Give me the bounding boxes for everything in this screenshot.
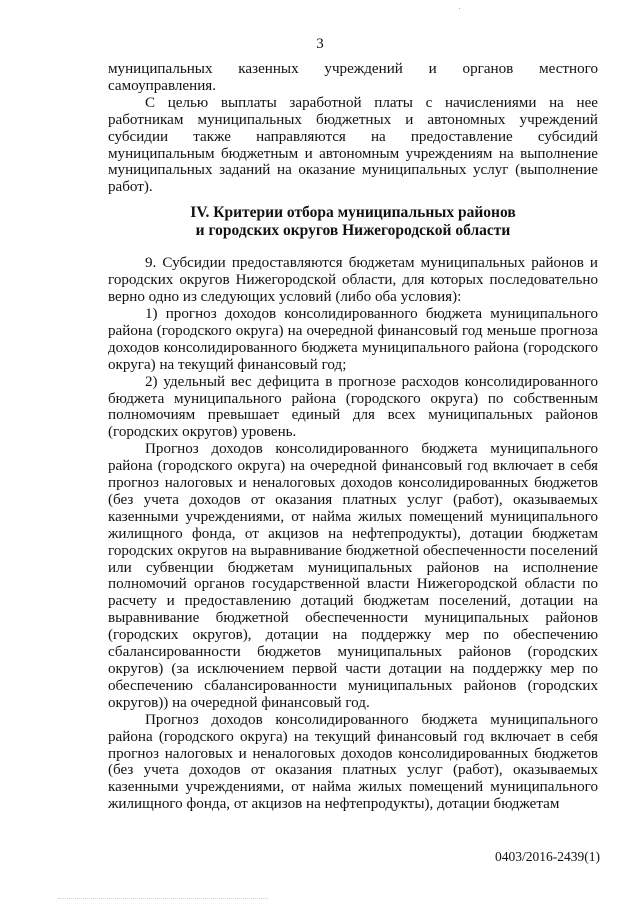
page-number: 3: [316, 36, 324, 52]
paragraph-clause-9: 9. Субсидии предоставляются бюджетам муниципальных районов и городских округов Нижегородской области, для которых последовательно верно одно из следующих условий (либо оба условия):: [108, 255, 598, 306]
footer-divider: [58, 898, 268, 900]
document-body: [108, 61, 598, 813]
paragraph-continuation: муниципальных казенных учреждений и органов местного самоуправления.: [108, 61, 598, 94]
paragraph-salary: С целью выплаты заработной платы с начислениями на нее работникам муниципальных бюджетных и автономных учреждений субсидии также направляются на предоставление субсидий муниципальным бюджетным и автономным учреждениям на выполнение муниципальных заданий на оказание муниципальных услуг (выполнение работ).: [108, 94, 598, 196]
section-heading: [108, 204, 598, 240]
paragraph-condition-2: 2) удельный вес дефицита в прогнозе расходов консолидированного бюджета муниципального района (городского округа) по собственным полномочиям превышает единый для всех муниципальных районов (городских округов) уровень.: [108, 373, 598, 441]
paragraph-forecast-current-year: Прогноз доходов консолидированного бюджета муниципального района (городского округа) на текущий финансовый год включает в себя прогноз налоговых и неналоговых доходов консолидированных бюджетов (без учета доходов от оказания платных услуг (работ), оказываемых казенными учреждениями, от найма жилых помещений муниципального жилищного фонда, от акцизов на нефтепродукты), дотации бюджетам: [108, 711, 598, 813]
scan-speck: [459, 8, 460, 9]
section-heading-line1: IV. Критерии отбора муниципальных районов: [190, 204, 516, 222]
paragraph-condition-1: 1) прогноз доходов консолидированного бюджета муниципального района (городского округа) на очередной финансовый год меньше прогноза доходов консолидированного бюджета муниципального района (городского округа) на текущий финансовый год;: [108, 305, 598, 373]
section-heading-line2: и городских округов Нижегородской области: [195, 222, 511, 240]
document-code: 0403/2016-2439(1): [495, 849, 600, 864]
paragraph-forecast-next-year: Прогноз доходов консолидированного бюджета муниципального района (городского округа) на очередной финансовый год включает в себя прогноз налоговых и неналоговых доходов консолидированных бюджетов (без учета доходов от оказания платных услуг (работ), оказываемых казенными учреждениями, от найма жилых помещений муниципального жилищного фонда, от акцизов на нефтепродукты), дотации бюджетам городских округов на выравнивание бюджетной обеспеченности поселений или субвенции бюджетам муниципальных районов на исполнение полномочий органов государственной власти Нижегородской области по расчету и предоставлению дотаций бюджетам поселений, дотации на выравнивание бюджетной обеспеченности муниципальных районов (городских округов), дотации на поддержку мер по обеспечению сбалансированности бюджетов муниципальных районов (городских округов) (за исключением первой части дотации на поддержку мер по обеспечению сбалансированности муниципальных районов (городских округов)) на очередной финансовый год.: [108, 441, 598, 711]
